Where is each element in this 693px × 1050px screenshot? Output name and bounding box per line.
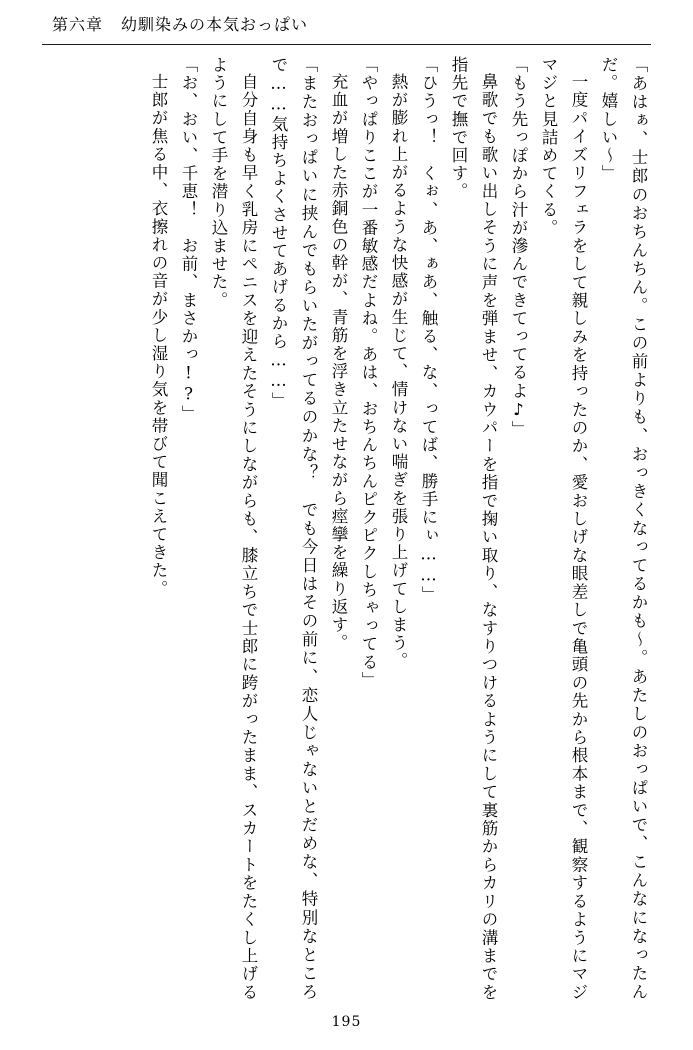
vertical-text-block [40, 56, 653, 1001]
paragraph: 鼻歌でも歌い出しそうに声を弾ませ、カウパーを指で掬い取り、なすりつけるようにして裏筋からカリの溝までを指先で撫で回す。 [449, 56, 498, 1001]
body-text-area [40, 56, 653, 1001]
paragraph: 「やっぱりここが一番敏感だよね。あは、おちんちんピクピクしちゃってる」 [359, 56, 378, 690]
paragraph: 「お、おい、千恵！ お前、まさかっ!?」 [179, 56, 198, 423]
paragraph: 充血が増した赤銅色の幹が、青筋を浮き立たせながら痙攣を繰り返す。 [329, 72, 348, 652]
paragraph: 士郎が焦る中、衣擦れの音が少し湿り気を帯びて聞こえてきた。 [149, 72, 168, 598]
paragraph: 「ひうっ！ くぉ、あ、ぁあ、触る、な、ってば、勝手にぃ……」 [419, 56, 438, 604]
page-number: 195 [331, 1014, 362, 1030]
paragraph: 「あはぁ、士郎のおちんちん。この前よりも、おっきくなってるかも～。あたしのおっぱいで、こんなになったんだ。嬉しい～」 [599, 56, 648, 1001]
paragraph: 熱が膨れ上がるような快感が生じて、情けない喘ぎを張り上げてしまう。 [389, 72, 408, 670]
paragraph: 「もう先っぽから汁が滲んできてってるよ♪」 [509, 56, 528, 439]
paragraph: 一度パイズリフェラをして親しみを持ったのか、愛おしげな眼差しで亀頭の先から根本まで、観察するようにマジマジと見詰めてくる。 [539, 56, 588, 1001]
chapter-number: 第六章 [52, 15, 104, 34]
chapter-title: 幼馴染みの本気おっぱい [121, 15, 309, 34]
paragraph: 自分自身も早く乳房にペニスを迎えたそうにしながらも、膝立ちで士郎に跨がったまま、スカートをたくし上げるようにして手を潜り込ませた。 [209, 56, 258, 1001]
running-head [0, 12, 693, 46]
header-divider [42, 44, 651, 45]
running-head-line [52, 12, 308, 35]
paragraph: 「またおっぱいに挟んでもらいたがってるのかな？ でも今日はその前に、恋人じゃないとだめな、特別なところで……気持ちよくさせてあげるから……」 [269, 56, 318, 1001]
